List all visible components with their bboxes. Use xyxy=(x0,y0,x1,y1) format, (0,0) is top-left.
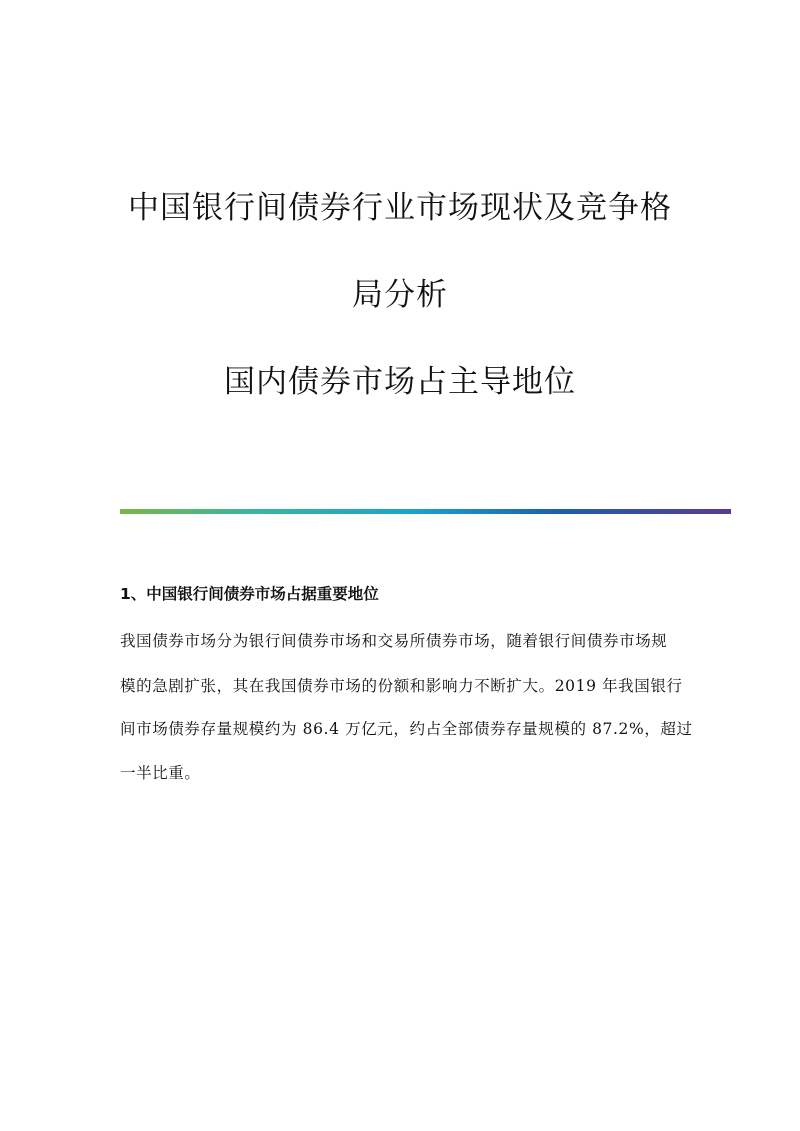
body-text-line: 我国债券市场分为银行间债券市场和交易所债券市场，随着银行间债券市场规 xyxy=(120,632,668,650)
body-text-line: 模的急剧扩张，其在我国债券市场的份额和影响力不断扩大。2019 年我国银行 xyxy=(120,677,683,695)
document-subtitle: 国内债券市场占主导地位 xyxy=(224,364,576,400)
body-text-line: 间市场债券存量规模约为 86.4 万亿元，约占全部债券存量规模的 87.2%，超过 xyxy=(120,720,693,738)
document-title-line-2: 局分析 xyxy=(352,277,448,313)
document-title-line-1: 中国银行间债券行业市场现状及竞争格 xyxy=(128,190,672,226)
gradient-divider xyxy=(120,509,731,514)
section-heading: 1、中国银行间债券市场占据重要地位 xyxy=(120,585,379,603)
body-text-line: 一半比重。 xyxy=(120,764,201,782)
